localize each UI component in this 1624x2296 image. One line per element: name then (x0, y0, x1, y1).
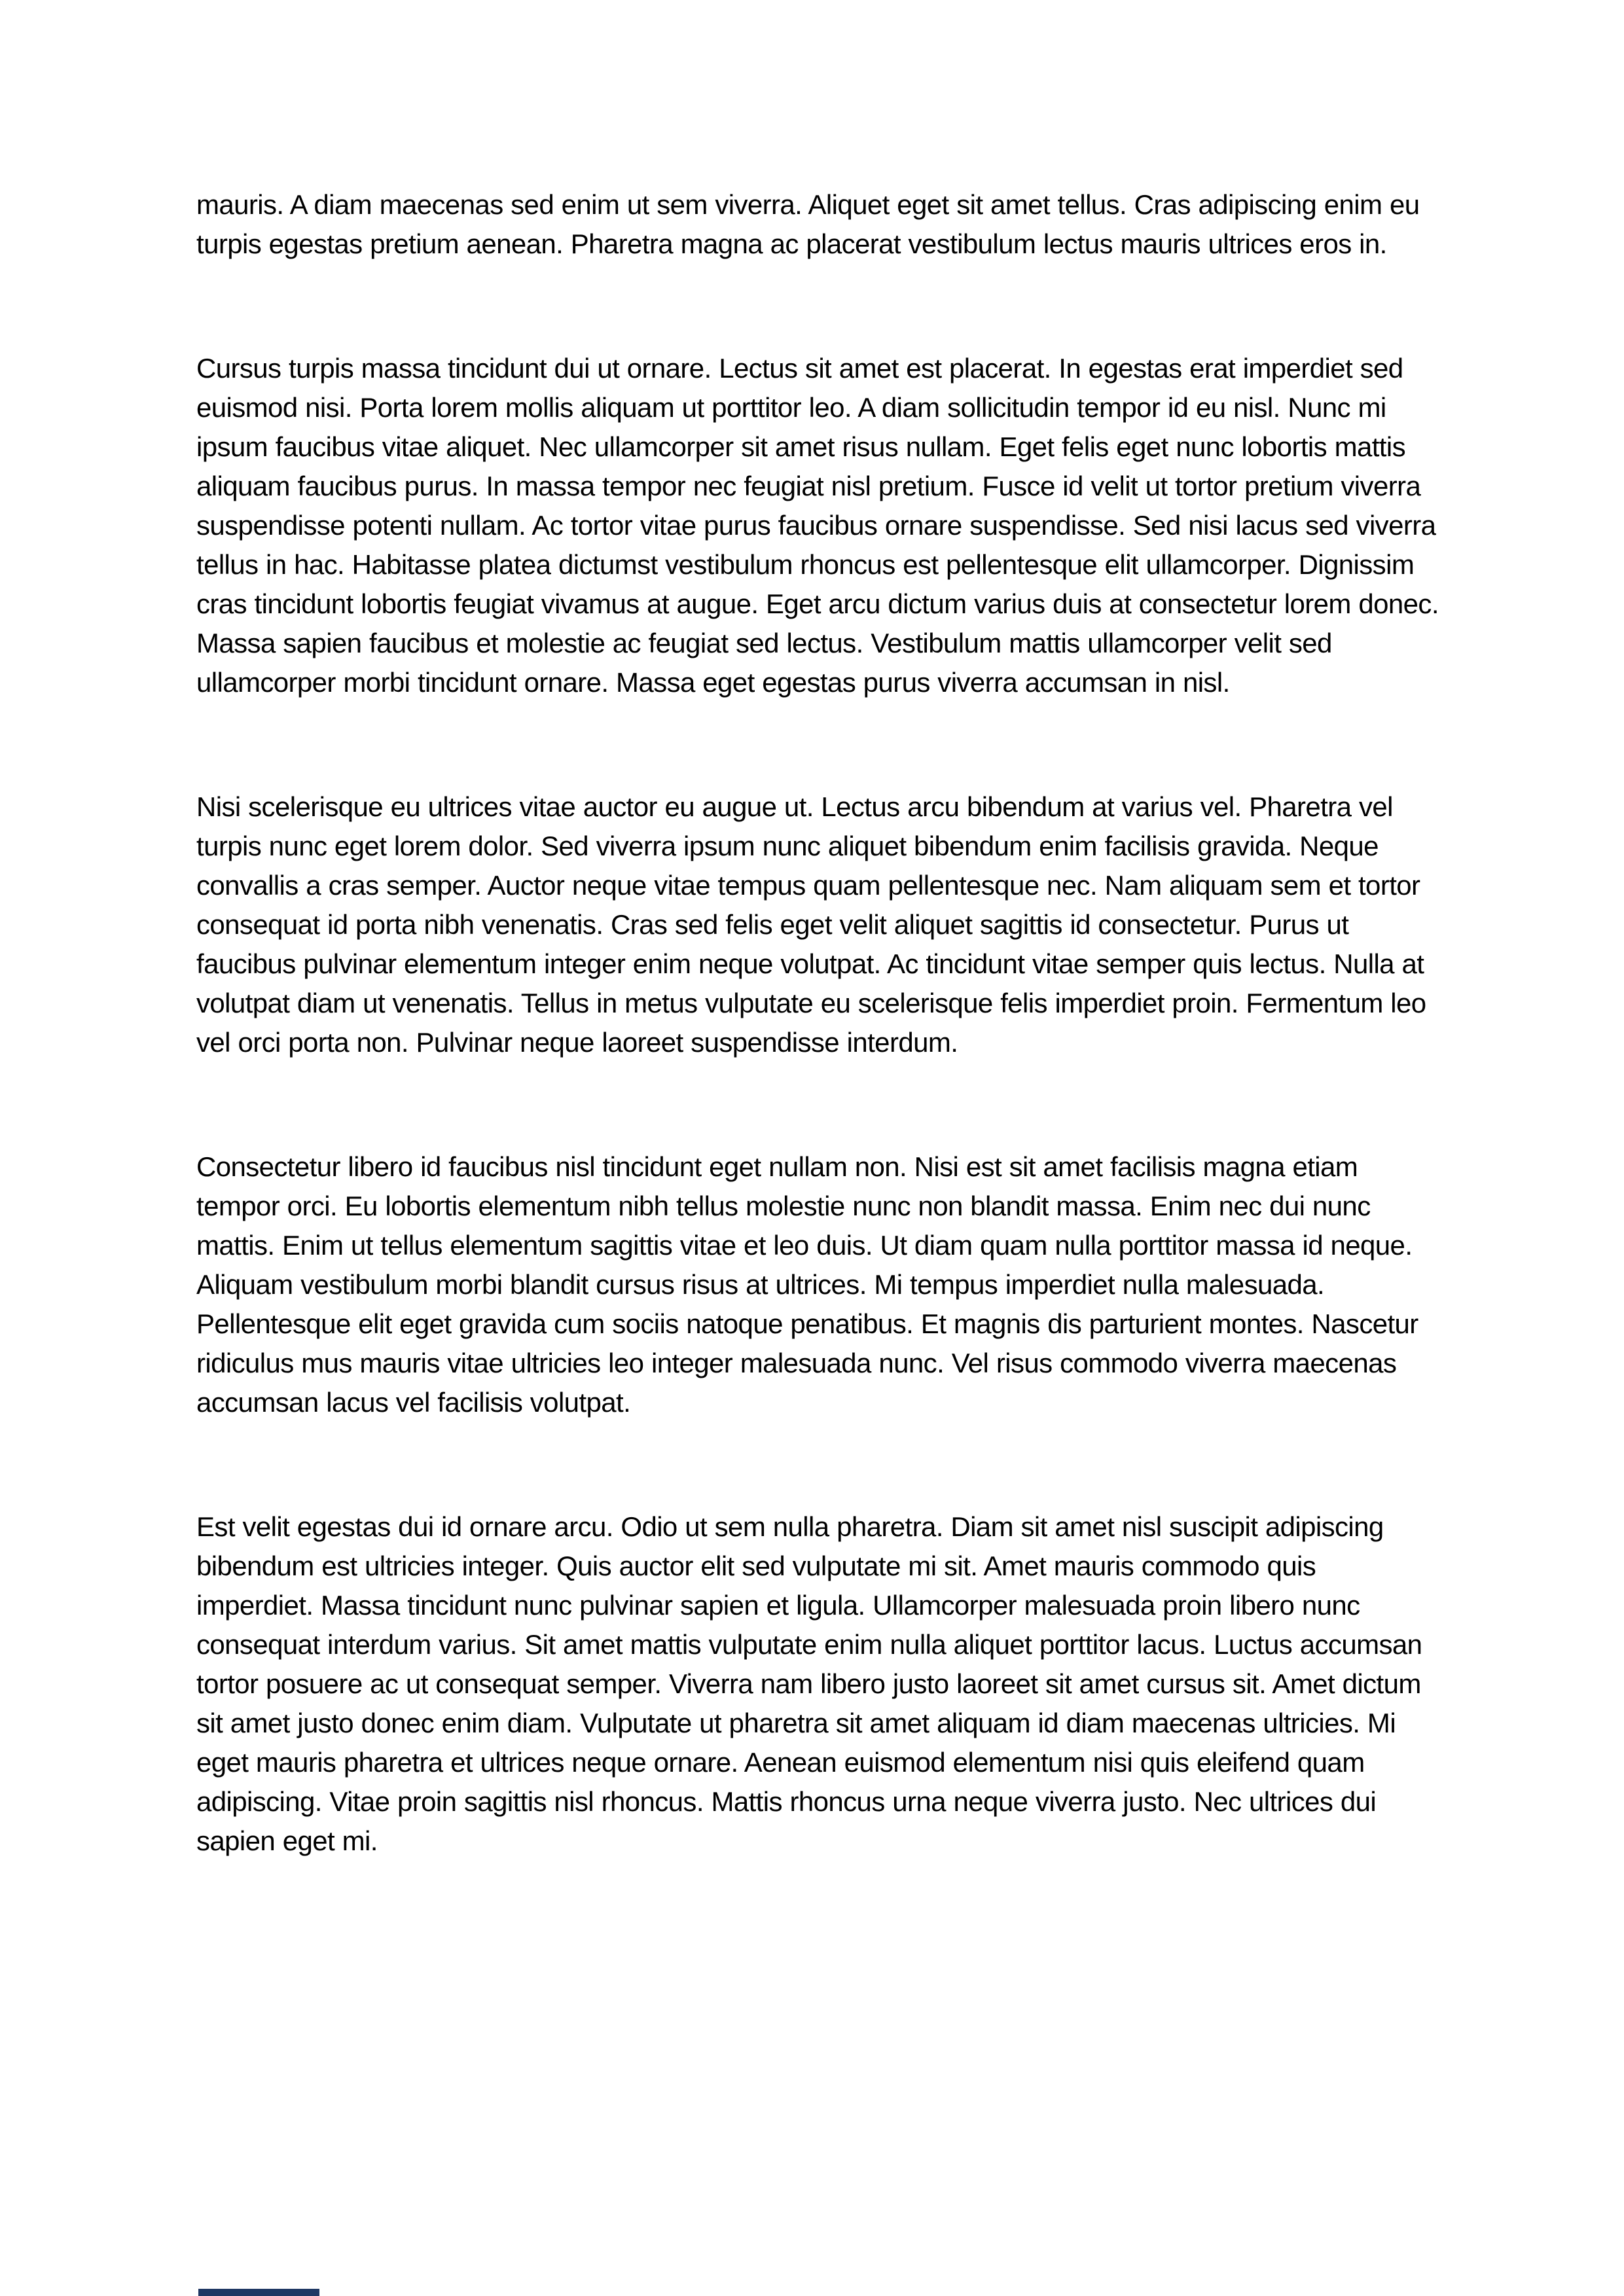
paragraph-2: Cursus turpis massa tincidunt dui ut ornare. Lectus sit amet est placerat. In egestas erat imperdiet sed euismod nisi. Porta lorem mollis aliquam ut porttitor leo. A diam sollicitudin tempor id eu nisl. Nunc mi ipsum faucibus vitae aliquet. Nec ullamcorper sit amet risus nullam. Eget felis eget nunc lobortis mattis aliquam faucibus purus. In massa tempor nec feugiat nisl pretium. Fusce id velit ut tortor pretium viverra suspendisse potenti nullam. Ac tortor vitae purus faucibus ornare suspendisse. Sed nisi lacus sed viverra tellus in hac. Habitasse platea dictumst vestibulum rhoncus est pellentesque elit ullamcorper. Dignissim cras tincidunt lobortis feugiat vivamus at augue. Eget arcu dictum varius duis at consectetur lorem donec. Massa sapien faucibus et molestie ac feugiat sed lectus. Vestibulum mattis ullamcorper velit sed ullamcorper morbi tincidunt ornare. Massa eget egestas purus viverra accumsan in nisl. (196, 353, 1439, 698)
document-body-text (196, 185, 1440, 1946)
paragraph-1: mauris. A diam maecenas sed enim ut sem viverra. Aliquet eget sit amet tellus. Cras adipiscing enim eu turpis egestas pretium aenean. Pharetra magna ac placerat vestibulum lectus mauris ultrices eros in. (196, 189, 1420, 259)
paragraph-5: Est velit egestas dui id ornare arcu. Odio ut sem nulla pharetra. Diam sit amet nisl suscipit adipiscing bibendum est ultricies integer. Quis auctor elit sed vulputate mi sit. Amet mauris commodo quis imperdiet. Massa tincidunt nunc pulvinar sapien et ligula. Ullamcorper malesuada proin libero nunc consequat interdum varius. Sit amet mattis vulputate enim nulla aliquet porttitor lacus. Luctus accumsan tortor posuere ac ut consequat semper. Viverra nam libero justo laoreet sit amet cursus sit. Amet dictum sit amet justo donec enim diam. Vulputate ut pharetra sit amet aliquam id diam maecenas ultricies. Mi eget mauris pharetra et ultrices neque ornare. Aenean euismod elementum nisi quis eleifend quam adipiscing. Vitae proin sagittis nisl rhoncus. Mattis rhoncus urna neque viverra justo. Nec ultrices dui sapien eget mi. (196, 1511, 1422, 1856)
paragraph-3: Nisi scelerisque eu ultrices vitae auctor eu augue ut. Lectus arcu bibendum at varius vel. Pharetra vel turpis nunc eget lorem dolor. Sed viverra ipsum nunc aliquet bibendum enim facilisis gravida. Neque convallis a cras semper. Auctor neque vitae tempus quam pellentesque nec. Nam aliquam sem et tortor consequat id porta nibh venenatis. Cras sed felis eget velit aliquet sagittis id consectetur. Purus ut faucibus pulvinar elementum integer enim neque volutpat. Ac tincidunt vitae semper quis lectus. Nulla at volutpat diam ut venenatis. Tellus in metus vulputate eu scelerisque felis imperdiet proin. Fermentum leo vel orci porta non. Pulvinar neque laoreet suspendisse interdum. (196, 791, 1426, 1058)
next-page-cutoff-bar (198, 2289, 319, 2296)
paragraph-4: Consectetur libero id faucibus nisl tincidunt eget nullam non. Nisi est sit amet facilisis magna etiam tempor orci. Eu lobortis elementum nibh tellus molestie nunc non blandit massa. Enim nec dui nunc mattis. Enim ut tellus elementum sagittis vitae et leo duis. Ut diam quam nulla porttitor massa id neque. Aliquam vestibulum morbi blandit cursus risus at ultrices. Mi tempus imperdiet nulla malesuada. Pellentesque elit eget gravida cum sociis natoque penatibus. Et magnis dis parturient montes. Nascetur ridiculus mus mauris vitae ultricies leo integer malesuada nunc. Vel risus commodo viverra maecenas accumsan lacus vel facilisis volutpat. (196, 1151, 1418, 1418)
